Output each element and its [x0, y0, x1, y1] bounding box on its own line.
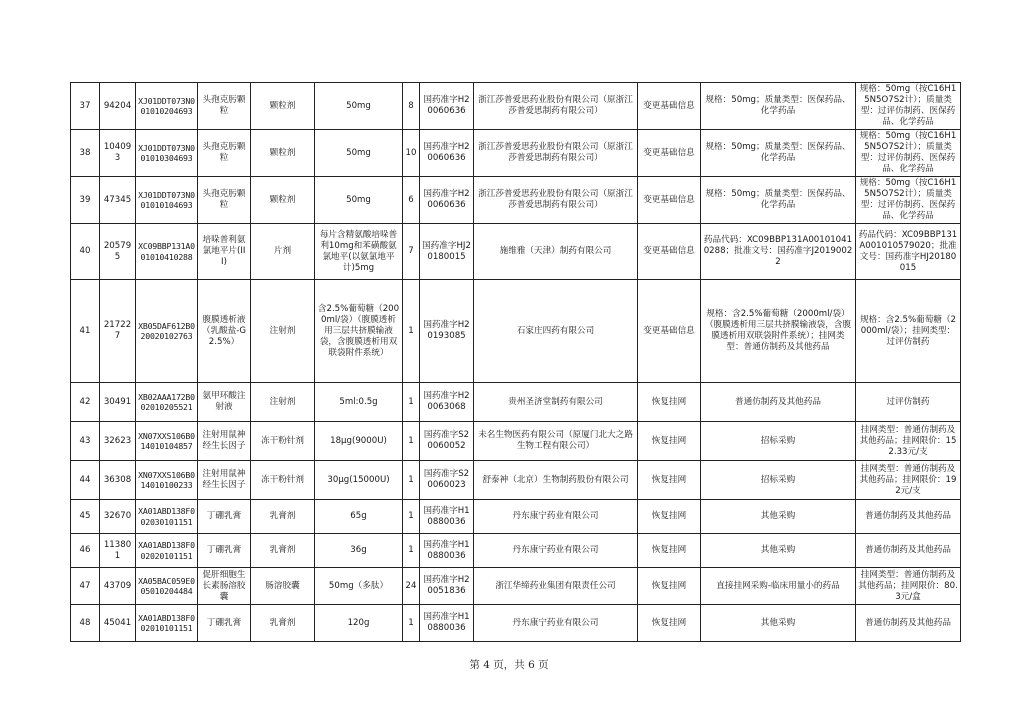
document-page	[70, 82, 960, 642]
table-row	[71, 461, 961, 500]
change-type-cell: 恢复挂网	[638, 605, 701, 642]
before-change-cell: 其他采购	[701, 500, 856, 534]
drug-id-cell: 36308	[100, 461, 136, 500]
approval-number-cell: 国药准字H20060636	[420, 130, 474, 177]
drug-id-cell: 45041	[100, 605, 136, 642]
before-change-cell: 其他采购	[701, 534, 856, 568]
after-change-cell: 普通仿制药及其他药品	[856, 605, 961, 642]
drug-name-cell: 促肝细胞生长素肠溶胶囊	[198, 568, 251, 605]
change-type-cell: 恢复挂网	[638, 383, 701, 422]
change-type-cell: 变更基础信息	[638, 224, 701, 280]
manufacturer-cell: 贵州圣济堂制药有限公司	[474, 383, 638, 422]
drug-code-cell: XJ01DDT073N001010104693	[136, 177, 198, 224]
manufacturer-cell: 丹东康宁药业有限公司	[474, 534, 638, 568]
pack-quantity-cell: 1	[403, 461, 420, 500]
drug-code-cell: XN07XXS106B014010100233	[136, 461, 198, 500]
specification-cell: 含2.5%葡萄糖（2000ml/袋）（腹膜透析用三层共挤膜输液袋，含腹膜透析用双联袋附件系统）	[315, 280, 403, 383]
after-change-cell: 规格：含2.5%葡萄糖（2000ml/袋）；挂网类型：过评仿制药	[856, 280, 961, 383]
drug-code-cell: XN07XXS106B014010104857	[136, 422, 198, 461]
after-change-cell: 规格：50mg（按C16H15N5O7S2计）；质量类型：过评仿制药、医保药品、化学药品	[856, 130, 961, 177]
after-change-cell: 挂网类型：普通仿制药及其他药品；挂网限价：152.33元/支	[856, 422, 961, 461]
table-row	[71, 500, 961, 534]
drug-code-cell: XA01ABD138F002030101151	[136, 500, 198, 534]
row-number-cell: 41	[71, 280, 100, 383]
before-change-cell: 规格：50mg；质量类型：医保药品、化学药品	[701, 83, 856, 130]
specification-cell: 50mg（多肽）	[315, 568, 403, 605]
after-change-cell: 挂网类型：普通仿制药及其他药品；挂网限价：192元/支	[856, 461, 961, 500]
dosage-form-cell: 乳膏剂	[251, 500, 315, 534]
drug-id-cell: 30491	[100, 383, 136, 422]
manufacturer-cell: 丹东康宁药业有限公司	[474, 605, 638, 642]
after-change-cell: 过评仿制药	[856, 383, 961, 422]
table-row	[71, 83, 961, 130]
pack-quantity-cell: 8	[403, 83, 420, 130]
drug-id-cell: 104093	[100, 130, 136, 177]
drug-code-cell: XB02AAA172B002010205521	[136, 383, 198, 422]
specification-cell: 5ml:0.5g	[315, 383, 403, 422]
change-type-cell: 恢复挂网	[638, 568, 701, 605]
drug-code-cell: XA01ABD138F002020101151	[136, 534, 198, 568]
pack-quantity-cell: 6	[403, 177, 420, 224]
after-change-cell: 普通仿制药及其他药品	[856, 534, 961, 568]
table-row	[71, 280, 961, 383]
drug-name-cell: 氨甲环酸注射液	[198, 383, 251, 422]
pack-quantity-cell: 10	[403, 130, 420, 177]
change-type-cell: 变更基础信息	[638, 280, 701, 383]
row-number-cell: 42	[71, 383, 100, 422]
drug-code-cell: XA01ABD138F002010101151	[136, 605, 198, 642]
drug-id-cell: 43709	[100, 568, 136, 605]
dosage-form-cell: 颗粒剂	[251, 83, 315, 130]
row-number-cell: 38	[71, 130, 100, 177]
change-type-cell: 恢复挂网	[638, 500, 701, 534]
drug-code-cell: XC09BBP131A001010410288	[136, 224, 198, 280]
specification-cell: 50mg	[315, 83, 403, 130]
approval-number-cell: 国药准字H20193085	[420, 280, 474, 383]
specification-cell: 50mg	[315, 130, 403, 177]
approval-number-cell: 国药准字H10880036	[420, 500, 474, 534]
drug-code-cell: XA05BAC059E005010204484	[136, 568, 198, 605]
before-change-cell: 普通仿制药及其他药品	[701, 383, 856, 422]
table-row	[71, 422, 961, 461]
approval-number-cell: 国药准字S20060023	[420, 461, 474, 500]
specification-cell: 50mg	[315, 177, 403, 224]
change-type-cell: 恢复挂网	[638, 534, 701, 568]
drug-name-cell: 注射用鼠神经生长因子	[198, 461, 251, 500]
specification-cell: 每片含精氨酸培哚普利10mg和苯磺酸氨氯地平(以氨氯地平计)5mg	[315, 224, 403, 280]
specification-cell: 36g	[315, 534, 403, 568]
dosage-form-cell: 注射剂	[251, 280, 315, 383]
approval-number-cell: 国药准字H10880036	[420, 605, 474, 642]
drug-name-cell: 丁硼乳膏	[198, 534, 251, 568]
after-change-cell: 普通仿制药及其他药品	[856, 500, 961, 534]
specification-cell: 18μg(9000U)	[315, 422, 403, 461]
before-change-cell: 招标采购	[701, 422, 856, 461]
approval-number-cell: 国药准字H20051836	[420, 568, 474, 605]
approval-number-cell: 国药准字H20060636	[420, 177, 474, 224]
drug-change-table	[70, 82, 961, 642]
dosage-form-cell: 片剂	[251, 224, 315, 280]
drug-id-cell: 205795	[100, 224, 136, 280]
dosage-form-cell: 颗粒剂	[251, 177, 315, 224]
drug-name-cell: 头孢克肟颗粒	[198, 130, 251, 177]
row-number-cell: 43	[71, 422, 100, 461]
pack-quantity-cell: 1	[403, 534, 420, 568]
before-change-cell: 规格：含2.5%葡萄糖（2000ml/袋）（腹膜透析用三层共挤膜输液袋，含腹膜透析用双联袋附件系统）；挂网类型：普通仿制药及其他药品	[701, 280, 856, 383]
drug-name-cell: 培哚普利氨氯地平片(III)	[198, 224, 251, 280]
pack-quantity-cell: 1	[403, 605, 420, 642]
dosage-form-cell: 肠溶胶囊	[251, 568, 315, 605]
pack-quantity-cell: 1	[403, 500, 420, 534]
pack-quantity-cell: 24	[403, 568, 420, 605]
pack-quantity-cell: 1	[403, 383, 420, 422]
manufacturer-cell: 浙江华缔药业集团有限责任公司	[474, 568, 638, 605]
before-change-cell: 其他采购	[701, 605, 856, 642]
change-type-cell: 恢复挂网	[638, 422, 701, 461]
table-row	[71, 568, 961, 605]
drug-id-cell: 113801	[100, 534, 136, 568]
table-row	[71, 224, 961, 280]
table-row	[71, 177, 961, 224]
row-number-cell: 46	[71, 534, 100, 568]
table-row	[71, 605, 961, 642]
drug-name-cell: 丁硼乳膏	[198, 605, 251, 642]
manufacturer-cell: 舒泰神（北京）生物制药股份有限公司	[474, 461, 638, 500]
row-number-cell: 45	[71, 500, 100, 534]
row-number-cell: 47	[71, 568, 100, 605]
drug-name-cell: 头孢克肟颗粒	[198, 83, 251, 130]
approval-number-cell: 国药准字H20060636	[420, 83, 474, 130]
dosage-form-cell: 乳膏剂	[251, 605, 315, 642]
after-change-cell: 挂网类型：普通仿制药及其他药品；挂网限价：80.3元/盒	[856, 568, 961, 605]
drug-id-cell: 94204	[100, 83, 136, 130]
dosage-form-cell: 冻干粉针剂	[251, 461, 315, 500]
manufacturer-cell: 施维雅（天津）制药有限公司	[474, 224, 638, 280]
after-change-cell: 规格：50mg（按C16H15N5O7S2计）；质量类型：过评仿制药、医保药品、化学药品	[856, 177, 961, 224]
table-row	[71, 130, 961, 177]
row-number-cell: 44	[71, 461, 100, 500]
drug-id-cell: 47345	[100, 177, 136, 224]
change-type-cell: 变更基础信息	[638, 130, 701, 177]
manufacturer-cell: 石家庄四药有限公司	[474, 280, 638, 383]
dosage-form-cell: 乳膏剂	[251, 534, 315, 568]
drug-code-cell: XB05DAF612B020020102763	[136, 280, 198, 383]
change-type-cell: 变更基础信息	[638, 83, 701, 130]
before-change-cell: 规格：50mg；质量类型：医保药品、化学药品	[701, 177, 856, 224]
change-type-cell: 变更基础信息	[638, 177, 701, 224]
dosage-form-cell: 冻干粉针剂	[251, 422, 315, 461]
specification-cell: 120g	[315, 605, 403, 642]
table-row	[71, 383, 961, 422]
drug-code-cell: XJ01DDT073N001010204693	[136, 83, 198, 130]
pack-quantity-cell: 1	[403, 280, 420, 383]
before-change-cell: 药品代码：XC09BBP131A001010410288；批准文号：国药准字J20190022	[701, 224, 856, 280]
table-row	[71, 534, 961, 568]
manufacturer-cell: 丹东康宁药业有限公司	[474, 500, 638, 534]
dosage-form-cell: 注射剂	[251, 383, 315, 422]
after-change-cell: 药品代码：XC09BBP131A001010579020；批准文号：国药准字HJ20180015	[856, 224, 961, 280]
row-number-cell: 39	[71, 177, 100, 224]
drug-id-cell: 32670	[100, 500, 136, 534]
before-change-cell: 招标采购	[701, 461, 856, 500]
approval-number-cell: 国药准字H10880036	[420, 534, 474, 568]
row-number-cell: 48	[71, 605, 100, 642]
drug-id-cell: 217227	[100, 280, 136, 383]
approval-number-cell: 国药准字H20063068	[420, 383, 474, 422]
after-change-cell: 规格：50mg（按C16H15N5O7S2计）；质量类型：过评仿制药、医保药品、化学药品	[856, 83, 961, 130]
before-change-cell: 规格：50mg；质量类型：医保药品、化学药品	[701, 130, 856, 177]
manufacturer-cell: 浙江莎普爱思药业股份有限公司（原浙江莎普爱思制药有限公司）	[474, 130, 638, 177]
drug-id-cell: 32623	[100, 422, 136, 461]
row-number-cell: 40	[71, 224, 100, 280]
drug-name-cell: 注射用鼠神经生长因子	[198, 422, 251, 461]
drug-code-cell: XJ01DDT073N001010304693	[136, 130, 198, 177]
approval-number-cell: 国药准字HJ20180015	[420, 224, 474, 280]
drug-name-cell: 腹膜透析液（乳酸盐-G2.5%）	[198, 280, 251, 383]
drug-name-cell: 头孢克肟颗粒	[198, 177, 251, 224]
before-change-cell: 直接挂网采购-临床用量小的药品	[701, 568, 856, 605]
page-number-footer: 第 4 页，共 6 页	[469, 659, 549, 671]
change-type-cell: 恢复挂网	[638, 461, 701, 500]
pack-quantity-cell: 7	[403, 224, 420, 280]
row-number-cell: 37	[71, 83, 100, 130]
dosage-form-cell: 颗粒剂	[251, 130, 315, 177]
drug-name-cell: 丁硼乳膏	[198, 500, 251, 534]
manufacturer-cell: 未名生物医药有限公司（原厦门北大之路生物工程有限公司）	[474, 422, 638, 461]
pack-quantity-cell: 1	[403, 422, 420, 461]
approval-number-cell: 国药准字S20060052	[420, 422, 474, 461]
specification-cell: 30μg(15000U)	[315, 461, 403, 500]
manufacturer-cell: 浙江莎普爱思药业股份有限公司（原浙江莎普爱思制药有限公司）	[474, 177, 638, 224]
specification-cell: 65g	[315, 500, 403, 534]
manufacturer-cell: 浙江莎普爱思药业股份有限公司（原浙江莎普爱思制药有限公司）	[474, 83, 638, 130]
